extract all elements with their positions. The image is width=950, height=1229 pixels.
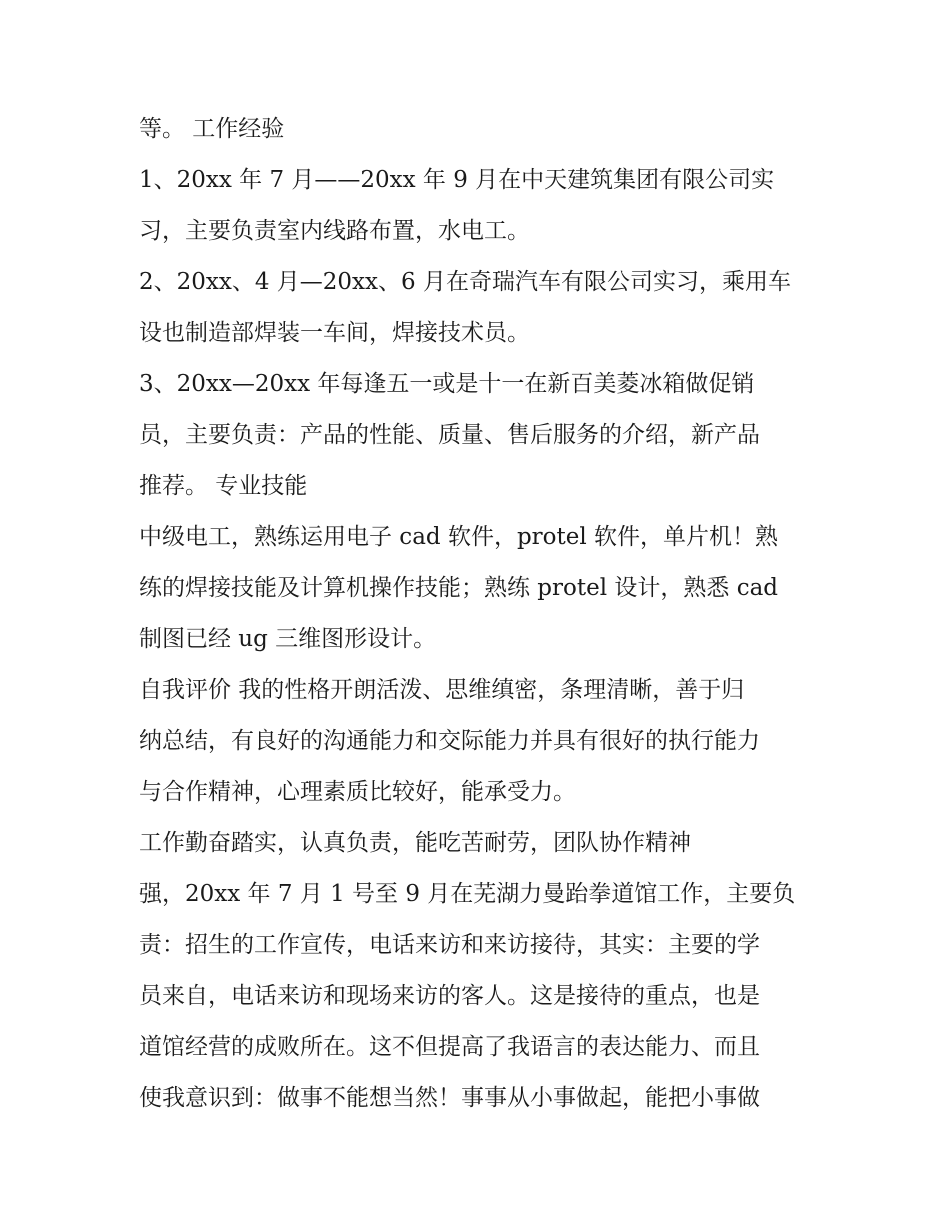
- text-line: 制图已经 ug 三维图形设计。: [139, 626, 437, 652]
- document-body: [139, 104, 819, 1124]
- text-line: 工作勤奋踏实，认真负责，能吃苦耐劳，团队协作精神: [139, 830, 691, 856]
- text-line: 道馆经营的成败所在。这不但提高了我语言的表达能力、而且: [139, 1034, 760, 1060]
- text-line: 2、20xx、4 月—20xx、6 月在奇瑞汽车有限公司实习，乘用车: [139, 269, 791, 295]
- text-line: 习，主要负责室内线路布置，水电工。: [139, 218, 530, 244]
- text-line: 自我评价 我的性格开朗活泼、思维缜密，条理清晰，善于归: [139, 677, 745, 703]
- text-line: 练的焊接技能及计算机操作技能；熟练 protel 设计，熟悉 cad: [139, 575, 779, 601]
- text-line: 员来自，电话来访和现场来访的客人。这是接待的重点，也是: [139, 983, 760, 1009]
- text-line: 3、20xx—20xx 年每逢五一或是十一在新百美菱冰箱做促销: [139, 371, 755, 397]
- text-line: 1、20xx 年 7 月——20xx 年 9 月在中天建筑集团有限公司实: [139, 167, 775, 193]
- text-line: 纳总结，有良好的沟通能力和交际能力并具有很好的执行能力: [139, 728, 760, 754]
- text-line: 责：招生的工作宣传，电话来访和来访接待，其实：主要的学: [139, 932, 760, 958]
- text-line: 中级电工，熟练运用电子 cad 软件，protel 软件，单片机！熟: [139, 524, 779, 550]
- text-line: 推荐。 专业技能: [139, 473, 308, 499]
- text-line: 设也制造部焊装一车间，焊接技术员。: [139, 320, 530, 346]
- text-line: 员，主要负责：产品的性能、质量、售后服务的介绍，新产品: [139, 422, 760, 448]
- text-line: 使我意识到：做事不能想当然！事事从小事做起，能把小事做: [139, 1085, 760, 1111]
- text-line: 强，20xx 年 7 月 1 号至 9 月在芜湖力曼跆拳道馆工作，主要负: [139, 881, 796, 907]
- text-line: 等。 工作经验: [139, 116, 285, 142]
- text-line: 与合作精神，心理素质比较好，能承受力。: [139, 779, 576, 805]
